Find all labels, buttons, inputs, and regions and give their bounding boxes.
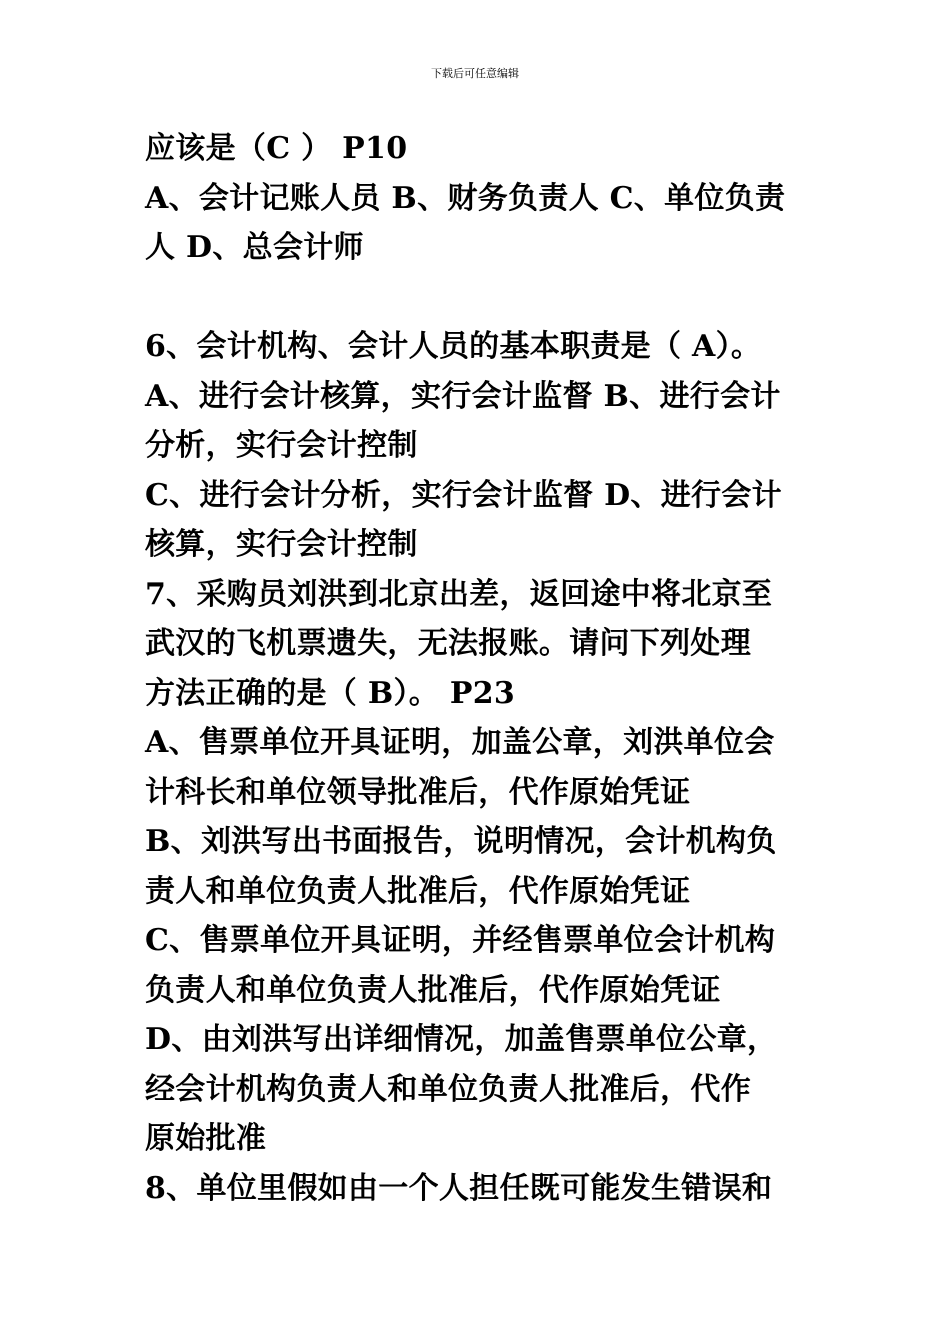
- blank-line: [145, 273, 815, 323]
- text-line: A、售票单位开具证明，加盖公章，刘洪单位会: [145, 725, 775, 760]
- question-7: 7、采购员刘洪到北京出差，返回途中将北京至: [145, 576, 773, 612]
- text-line: 责人和单位负责人批准后，代作原始凭证: [145, 873, 691, 909]
- question-6: 6、会计机构、会计人员的基本职责是（ A）。: [145, 329, 762, 364]
- text-line: C、售票单位开具证明，并经售票单位会计机构: [145, 923, 776, 958]
- text-line: 人 D、总会计师: [145, 230, 364, 265]
- text-line: 核算，实行会计控制: [145, 527, 418, 562]
- text-line: 计科长和单位领导批准后，代作原始凭证: [145, 774, 691, 810]
- text-line: A、进行会计核算，实行会计监督 B、进行会计: [145, 378, 781, 414]
- document-body: [145, 124, 815, 1213]
- text-line: B、刘洪写出书面报告，说明情况，会计机构负: [145, 824, 777, 859]
- text-line: 负责人和单位负责人批准后，代作原始凭证: [145, 972, 721, 1008]
- text-line: C、进行会计分析，实行会计监督 D、进行会计: [145, 477, 782, 513]
- text-line: 经会计机构负责人和单位负责人批准后，代作: [145, 1071, 751, 1107]
- text-line: 分析，实行会计控制: [145, 428, 418, 463]
- text-line: A、会计记账人员 B、财务负责人 C、单位负责: [145, 180, 786, 216]
- text-line: 原始批准: [145, 1121, 267, 1156]
- text-line: 方法正确的是（ B）。 P23: [145, 675, 516, 711]
- text-line: 应该是（C ） P10: [145, 131, 408, 166]
- text-line: 武汉的飞机票遗失，无法报账。请问下列处理: [145, 626, 751, 661]
- text-line: D、由刘洪写出详细情况，加盖售票单位公章，: [145, 1022, 778, 1057]
- page-header: 下载后可任意编辑: [431, 67, 519, 80]
- question-8: 8、单位里假如由一个人担任既可能发生错误和: [145, 1170, 773, 1206]
